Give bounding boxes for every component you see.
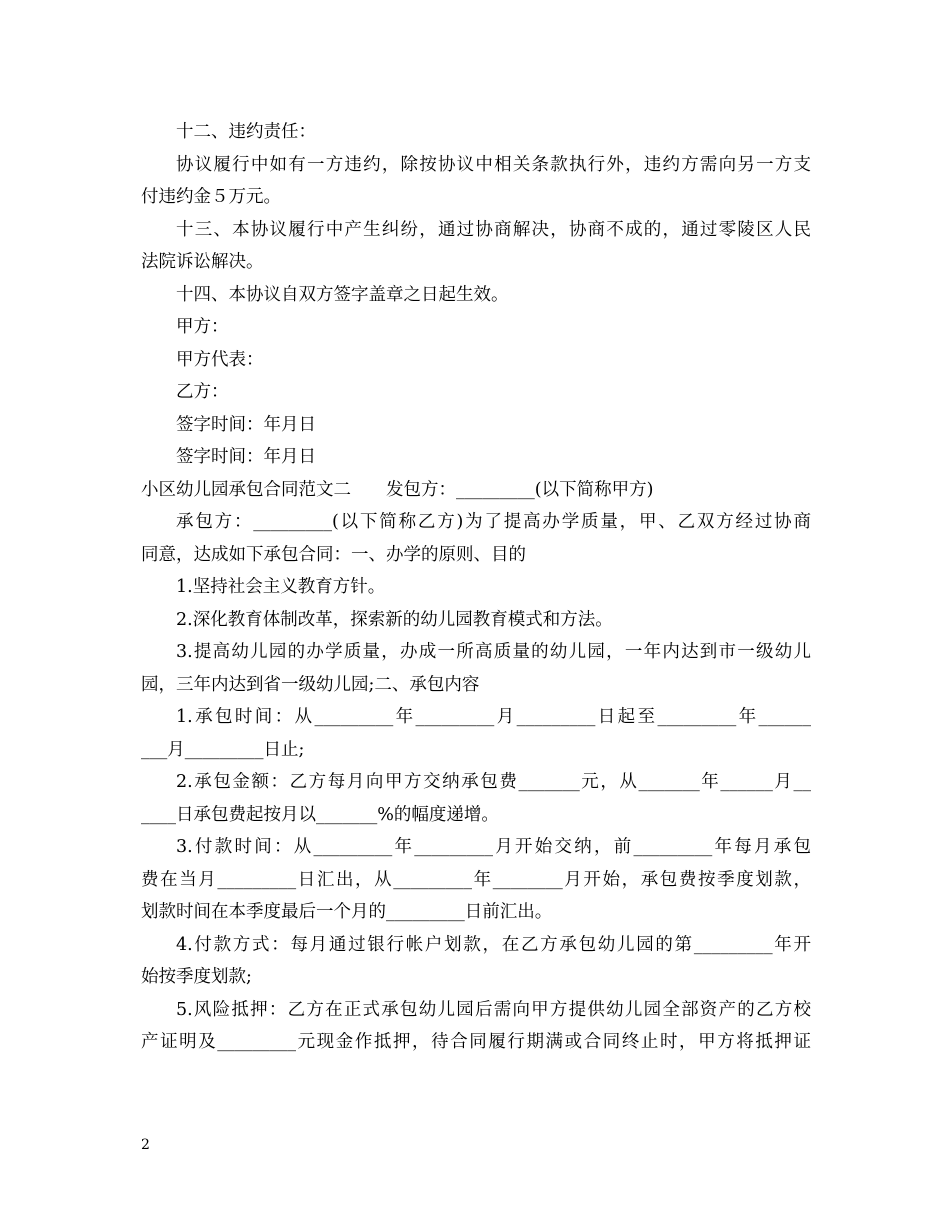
text-line: 十四、本协议自双方签字盖章之日起生效。	[176, 284, 509, 305]
text-line: 3.提高幼儿园的办学质量，办成一所高质量的幼儿园，一年内达到市一级幼儿	[176, 642, 811, 662]
text-line: ___月_________日止;	[141, 739, 305, 760]
text-line: 甲方代表：	[176, 349, 264, 370]
text-line: 签字时间：年月日	[176, 447, 316, 467]
text-line: 同意，达成如下承包合同：一、办学的原则、目的	[141, 544, 526, 565]
text-line: 十三、本协议履行中产生纠纷，通过协商解决，协商不成的，通过零陵区人民	[176, 219, 811, 240]
text-line: 法院诉讼解决。	[141, 252, 264, 272]
text-line: 产证明及_________元现金作抵押，待合同履行期满或合同终止时，甲方将抵押证	[141, 1032, 811, 1052]
text-line: 乙方：	[176, 382, 229, 402]
text-line: 2.承包金额：乙方每月向甲方交纳承包费_______元，从_______年______月__	[176, 772, 811, 792]
document-body	[141, 116, 811, 1059]
text-line: 小区幼儿园承包合同范文二 发包方：_________(以下简称甲方)	[141, 479, 654, 500]
text-line: 始按季度划款;	[141, 967, 252, 987]
text-line: 2.深化教育体制改革，探索新的幼儿园教育模式和方法。	[176, 609, 613, 630]
text-line: 3.付款时间：从_________年_________月开始交纳，前_________年每月承包	[176, 837, 811, 857]
text-line: ____日承包费起按月以_______%的幅度递增。	[141, 804, 499, 825]
text-line: 签字时间：年月日	[176, 414, 316, 435]
text-line: 十二、违约责任：	[176, 122, 316, 142]
page-number: 2	[141, 1137, 150, 1153]
text-line: 承包方：_________(以下简称乙方)为了提高办学质量，甲、乙双方经过协商	[176, 512, 811, 532]
text-line: 园，三年内达到省一级幼儿园;二、承包内容	[141, 674, 480, 695]
text-line: 1.坚持社会主义教育方针。	[176, 577, 386, 597]
text-line: 1.承包时间：从_________年_________月_________日起至_________年______	[176, 707, 811, 727]
text-line: 5.风险抵押：乙方在正式承包幼儿园后需向甲方提供幼儿园全部资产的乙方校	[176, 999, 811, 1020]
text-line: 付违约金５万元。	[141, 187, 281, 207]
text-line: 协议履行中如有一方违约，除按协议中相关条款执行外，违约方需向另一方支	[176, 154, 811, 175]
text-line: 费在当月_________日汇出，从_________年________月开始，承包费按季度划款，	[141, 869, 811, 890]
text-line: 划款时间在本季度最后一个月的_________日前汇出。	[141, 902, 553, 922]
text-line: 甲方：	[176, 317, 229, 337]
text-line: 4.付款方式：每月通过银行帐户划款，在乙方承包幼儿园的第_________年开	[176, 934, 811, 955]
